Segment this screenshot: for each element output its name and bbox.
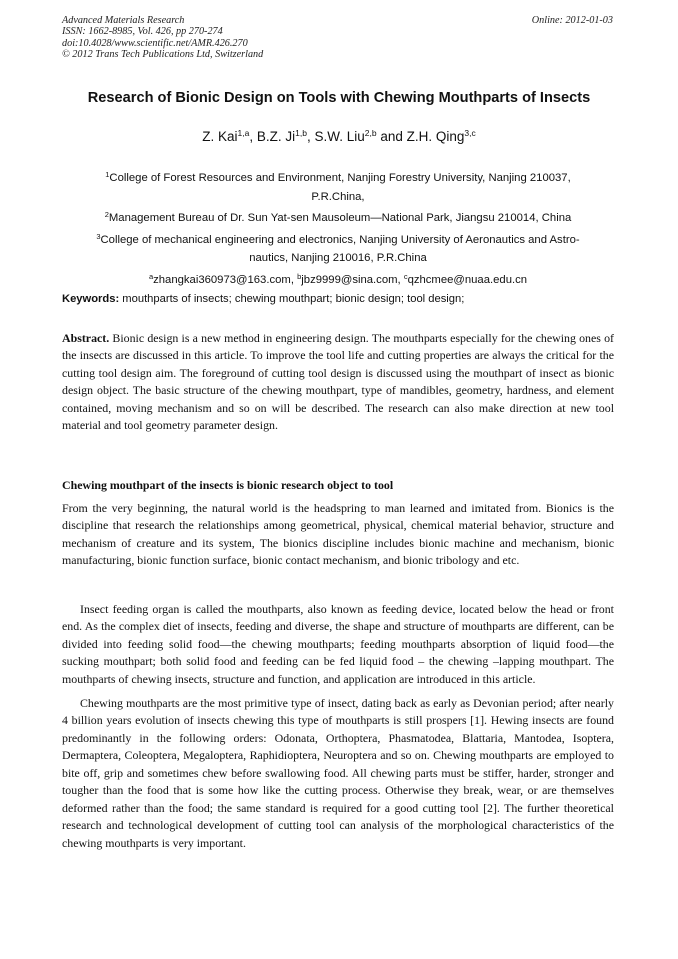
affiliation-sup: 2 [104, 210, 109, 220]
journal-name: Advanced Materials Research [62, 15, 185, 26]
affiliation-text: College of mechanical engineering and electronics, Nanjing University of Aeronautics and Astro- [100, 233, 580, 246]
email-sup: a [148, 271, 154, 281]
abstract-label: Abstract. [62, 331, 110, 345]
affiliation-text: Management Bureau of Dr. Sun Yat-sen Mausoleum—National Park, Jiangsu 210014, China [108, 212, 572, 225]
affiliation-2 [62, 206, 614, 228]
author-affil-sup: 1,a [237, 128, 250, 138]
email-sup: b [297, 271, 302, 281]
journal-doi[interactable]: doi:10.4028/www.scientific.net/AMR.426.270 [62, 37, 248, 49]
affiliations [62, 166, 614, 290]
author-name: Z.H. Qing [406, 129, 465, 144]
body-paragraph-3: Chewing mouthparts are the most primitive type of insect, dating back as early as Devonian period; after nearly 4 billion years evolution of insects chewing this type of mouthparts is still prospers [1]. Hewing insects are found predominantly in the following orders: Odonata, Orthoptera, Phasmatodea, Blattaria, Mantodea, Isoptera, Dermaptera, Coleoptera, Megaloptera, Raphidioptera, Neuroptera and so on. Chewing mouthparts are employed to bite off, grip and sometimes chew before swallowing food. All chewing parts must be stiffer, harder, stronger and tougher than the food that is some how like the cutting process. Otherwise they break, wear, or are themselves deformed rather than the food; the same standard is required for a good cutting tool [2]. The further theoretical research and technological development of cutting tool can analysis of the morphological characteristics of the chewing mouthparts is very important. [62, 696, 614, 850]
author-affil-sup: 2,b [364, 128, 377, 138]
journal-copyright: © 2012 Trans Tech Publications Ltd, Switzerland [62, 49, 264, 61]
keywords [62, 293, 464, 305]
author-separator: , [306, 129, 315, 144]
email-address[interactable]: qzhcmee@nuaa.edu.cn [407, 273, 528, 286]
author-name: S.W. Liu [314, 129, 365, 144]
paper-title: Research of Bionic Design on Tools with Chewing Mouthparts of Insects [87, 90, 591, 106]
email-address[interactable]: jbz9999@sina.com, [301, 273, 404, 286]
section-heading: Chewing mouthpart of the insects is bionic research object to tool [62, 478, 394, 492]
abstract [62, 330, 614, 435]
author-name: Z. Kai [202, 129, 238, 144]
email-address[interactable]: zhangkai360973@163.com, [153, 273, 298, 286]
body-paragraph-2: Insect feeding organ is called the mouthparts, also known as feeding device, located below the head or front end. As the complex diet of insects, feeding and diverse, the shape and structure of mouthparts are different, can be divided into feeding solid food—the chewing mouthparts; feeding mouthparts absorption of liquid food—the sucking mouthpart; both solid food and feeding can be fed liquid food – the chewing –lapping mouthpart. The mouthparts of chewing insects, structure and function, and application are introduced in this article. [62, 602, 614, 686]
journal-header [62, 15, 263, 61]
affiliation-3-cont: nautics, Nanjing 210016, P.R.China [249, 252, 427, 265]
abstract-text: Bionic design is a new method in engineering design. The mouthparts especially for the chewing ones of the insects are discussed in this article. To improve the tool life and cutting properties are always the critical for the cutting tool design aim. The foreground of cutting tool design is discussed using the mouthpart of insect as bionic design object. The basic structure of the chewing mouthpart, type of mandibles, geometry, hardness, and element contained, moving mechanism and so on will be described. The research can also make direction at new tool material and tool geometry parameter design. [62, 331, 614, 433]
email-sup: c [403, 271, 408, 281]
affiliation-1 [62, 166, 614, 188]
keywords-label: Keywords: [62, 293, 120, 305]
author-name: B.Z. Ji [256, 129, 296, 144]
affiliation-text: College of Forest Resources and Environment, Nanjing Forestry University, Nanjing 210037, [109, 172, 571, 184]
author-separator: and [376, 129, 407, 144]
affiliation-3 [62, 228, 614, 250]
journal-issn: ISSN: 1662-8985, Vol. 426, pp 270-274 [62, 26, 223, 38]
author-affil-sup: 1,b [295, 128, 307, 138]
body-paragraph-1: From the very beginning, the natural world is the headspring to man learned and imitated from. Bionics is the discipline that research the relationships among geometrical, physical, chemical material behavior, structure and mechanism of creature and its system, The bionics discipline includes bionic machine and mechanism, bionic manufacturing, bionic function surface, bionic contact mechanism, and bionic tribology and etc. [62, 501, 614, 568]
keywords-text: mouthparts of insects; chewing mouthpart; bionic design; tool design; [119, 293, 465, 305]
affiliation-1-cont: P.R.China, [311, 190, 365, 203]
author-list [0, 128, 678, 144]
author-affil-sup: 3,c [464, 128, 476, 138]
affiliation-sup: 3 [96, 231, 101, 241]
online-date: Online: 2012-01-03 [531, 15, 613, 26]
affiliation-sup: 1 [105, 170, 110, 179]
author-separator: , [249, 129, 257, 144]
email-line [62, 268, 614, 290]
